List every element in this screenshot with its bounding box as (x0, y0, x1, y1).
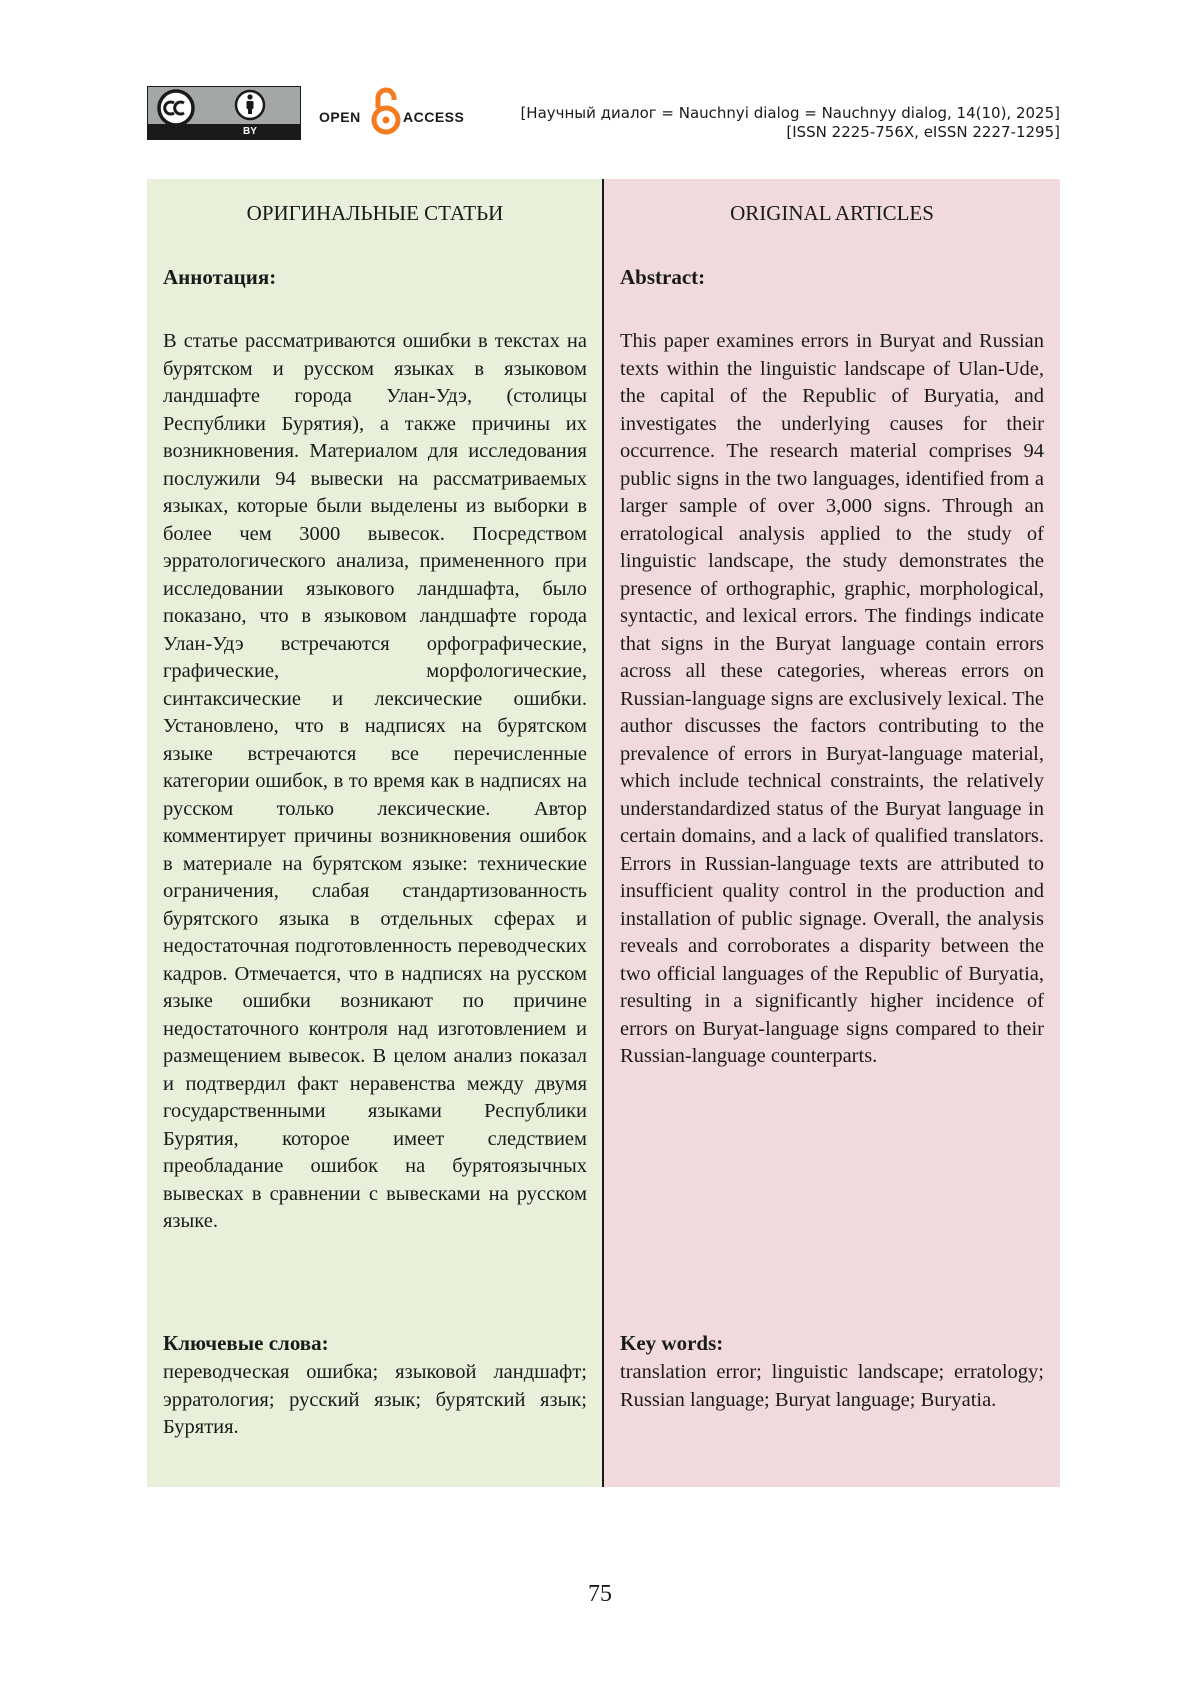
cc-by-license-badge[interactable] (147, 86, 301, 140)
access-word: ACCESS (403, 109, 465, 125)
column-divider (602, 179, 604, 1487)
license-by-label: BY (243, 126, 257, 137)
keywords-label-en: Key words: (620, 1331, 724, 1355)
citation-line-2: [ISSN 2225-756X, eISSN 2227-1295] (786, 123, 1060, 141)
cc-icon (148, 87, 301, 127)
keywords-text-ru: переводческая ошибка; языковой ландшафт; эрратология; русский язык; бурятский язык; Бурятия. (163, 1361, 587, 1438)
abstract-text-ru: В статье рассматриваются ошибки в текстах на бурятском и русском языках в языковом ландшафте города Улан-Удэ, (столицы Республики Бурятия), а также причины их возникновения. Материалом для исследования послужили 94 вывески на рассматриваемых языках, которые были выделены из выборки в более чем 3000 вывесок. Посредством эрратологического анализа, примененного при исследовании языкового ландшафта, было показано, что в языковом ландшафте города Улан-Удэ встречаются орфографические, графические, морфологические, синтаксические и лексические ошибки. Установлено, что в надписях на бурятском языке встречаются все перечисленные категории ошибок, в то время как в надписях на русском только лексические. Автор комментирует причины возникновения ошибок в материале на бурятском языке: технические ограничения, слабая стандартизованность бурятского языка в отдельных сферах и недостаточная подготовленность переводческих кадров. Отмечается, что в надписях на русском языке ошибки возникают по причине недостаточного контроля над изготовлением и размещением вывесок. В целом анализ показал и подтвердил факт неравенства между двумя государственными языками Республики Бурятия, которое имеет следствием преобладание ошибок на бурятоязычных вывесках в сравнении с вывесками на русском языке. (163, 330, 587, 1232)
english-column (604, 179, 1060, 1487)
open-access-logo[interactable] (319, 84, 465, 140)
page-number: 75 (588, 1581, 612, 1607)
abstract-text-en: This paper examines errors in Buryat and Russian texts within the linguistic landscape of Ulan-Ude, the capital of the Republic of Buryatia, and investigates the underlying causes for their occurrence. The research material comprises 94 public signs in the two languages, identified from a larger sample of over 3,000 signs. Through an erratological analysis applied to the study of linguistic landscape, the study demonstrates the presence of orthographic, graphic, morphological, syntactic, and lexical errors. The findings indicate that signs in the Buryat language contain errors across all these categories, whereas errors on Russian-language signs are exclusively lexical. The author discusses the factors contributing to the prevalence of errors in Buryat-language material, which include technical constraints, the relatively understandardized status of the Buryat language in certain domains, and a lack of qualified translators. Errors in Russian-language texts are attributed to insufficient quality control in the production and installation of public signage. Overall, the analysis reveals and corroborates a disparity between the two official languages of the Republic of Buryatia, resulting in a significantly higher incidence of errors on Buryat-language signs compared to their Russian-language counterparts. (620, 330, 1044, 1067)
section-heading-ru: ОРИГИНАЛЬНЫЕ СТАТЬИ (246, 201, 504, 225)
page-header (147, 84, 1060, 146)
citation-block (520, 104, 1060, 142)
russian-column (147, 179, 603, 1487)
keywords-label-ru: Ключевые слова: (163, 1331, 329, 1355)
abstract-label-en: Abstract: (620, 265, 706, 289)
open-access-lock-icon (371, 86, 401, 138)
bilingual-abstract-columns (147, 179, 1060, 1487)
abstract-label-ru: Аннотация: (163, 265, 277, 289)
section-heading-en: ORIGINAL ARTICLES (730, 201, 934, 225)
open-word: OPEN (319, 109, 361, 125)
keywords-text-en: translation error; linguistic landscape; erratology; Russian language; Buryat language; Buryatia. (620, 1361, 1044, 1411)
citation-line-1: [Научный диалог = Nauchnyi dialog = Nauchnyy dialog, 14(10), 2025] (520, 104, 1060, 122)
